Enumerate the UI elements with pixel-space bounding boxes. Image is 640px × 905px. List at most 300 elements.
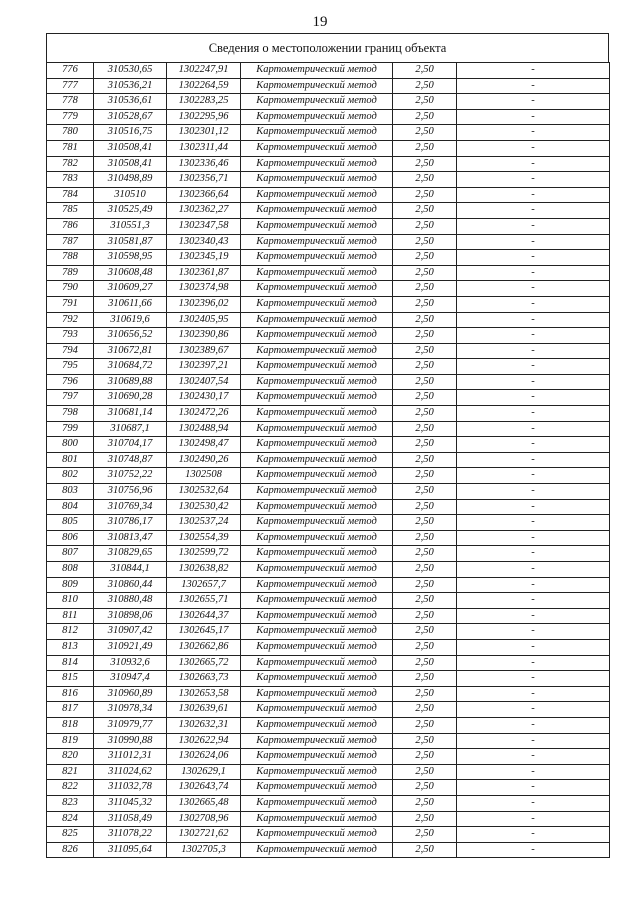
table-row — [47, 296, 610, 312]
point-number-cell: 812 — [47, 624, 94, 640]
accuracy-cell: 2,50 — [393, 811, 457, 827]
x-coordinate-cell: 310990,88 — [94, 733, 167, 749]
method-cell: Картометрический метод — [241, 109, 393, 125]
accuracy-cell: 2,50 — [393, 468, 457, 484]
x-coordinate-cell: 310516,75 — [94, 125, 167, 141]
point-number-cell: 808 — [47, 562, 94, 578]
method-cell: Картометрический метод — [241, 702, 393, 718]
method-cell: Картометрический метод — [241, 63, 393, 79]
method-cell: Картометрический метод — [241, 234, 393, 250]
accuracy-cell: 2,50 — [393, 702, 457, 718]
table-row — [47, 546, 610, 562]
method-cell: Картометрический метод — [241, 499, 393, 515]
accuracy-cell: 2,50 — [393, 281, 457, 297]
description-cell: - — [457, 343, 610, 359]
y-coordinate-cell: 1302366,64 — [167, 187, 241, 203]
point-number-cell: 802 — [47, 468, 94, 484]
point-number-cell: 810 — [47, 593, 94, 609]
accuracy-cell: 2,50 — [393, 374, 457, 390]
x-coordinate-cell: 310786,17 — [94, 515, 167, 531]
table-row — [47, 452, 610, 468]
table-row — [47, 94, 610, 110]
accuracy-cell: 2,50 — [393, 624, 457, 640]
table-row — [47, 811, 610, 827]
y-coordinate-cell: 1302356,71 — [167, 172, 241, 188]
accuracy-cell: 2,50 — [393, 406, 457, 422]
point-number-cell: 791 — [47, 296, 94, 312]
point-number-cell: 820 — [47, 749, 94, 765]
point-number-cell: 814 — [47, 655, 94, 671]
point-number-cell: 793 — [47, 328, 94, 344]
accuracy-cell: 2,50 — [393, 608, 457, 624]
table-row — [47, 125, 610, 141]
point-number-cell: 786 — [47, 218, 94, 234]
x-coordinate-cell: 310907,42 — [94, 624, 167, 640]
method-cell: Картометрический метод — [241, 218, 393, 234]
accuracy-cell: 2,50 — [393, 78, 457, 94]
x-coordinate-cell: 311045,32 — [94, 795, 167, 811]
y-coordinate-cell: 1302340,43 — [167, 234, 241, 250]
y-coordinate-cell: 1302532,64 — [167, 484, 241, 500]
accuracy-cell: 2,50 — [393, 764, 457, 780]
x-coordinate-cell: 310932,6 — [94, 655, 167, 671]
point-number-cell: 804 — [47, 499, 94, 515]
point-number-cell: 787 — [47, 234, 94, 250]
description-cell: - — [457, 764, 610, 780]
accuracy-cell: 2,50 — [393, 562, 457, 578]
point-number-cell: 784 — [47, 187, 94, 203]
table-row — [47, 437, 610, 453]
description-cell: - — [457, 140, 610, 156]
y-coordinate-cell: 1302645,17 — [167, 624, 241, 640]
description-cell: - — [457, 452, 610, 468]
point-number-cell: 789 — [47, 265, 94, 281]
method-cell: Картометрический метод — [241, 468, 393, 484]
table-row — [47, 686, 610, 702]
y-coordinate-cell: 1302629,1 — [167, 764, 241, 780]
method-cell: Картометрический метод — [241, 125, 393, 141]
method-cell: Картометрический метод — [241, 639, 393, 655]
description-cell: - — [457, 717, 610, 733]
x-coordinate-cell: 310690,28 — [94, 390, 167, 406]
x-coordinate-cell: 310860,44 — [94, 577, 167, 593]
accuracy-cell: 2,50 — [393, 484, 457, 500]
method-cell: Картометрический метод — [241, 546, 393, 562]
method-cell: Картометрический метод — [241, 811, 393, 827]
x-coordinate-cell: 310656,52 — [94, 328, 167, 344]
point-number-cell: 778 — [47, 94, 94, 110]
method-cell: Картометрический метод — [241, 406, 393, 422]
accuracy-cell: 2,50 — [393, 109, 457, 125]
accuracy-cell: 2,50 — [393, 328, 457, 344]
point-number-cell: 819 — [47, 733, 94, 749]
x-coordinate-cell: 311012,31 — [94, 749, 167, 765]
table-row — [47, 187, 610, 203]
accuracy-cell: 2,50 — [393, 250, 457, 266]
description-cell: - — [457, 639, 610, 655]
table-row — [47, 203, 610, 219]
x-coordinate-cell: 311024,62 — [94, 764, 167, 780]
table-row — [47, 281, 610, 297]
description-cell: - — [457, 265, 610, 281]
method-cell: Картометрический метод — [241, 624, 393, 640]
y-coordinate-cell: 1302653,58 — [167, 686, 241, 702]
section-title — [46, 33, 609, 62]
table-row — [47, 374, 610, 390]
point-number-cell: 776 — [47, 63, 94, 79]
point-number-cell: 799 — [47, 421, 94, 437]
table-row — [47, 234, 610, 250]
accuracy-cell: 2,50 — [393, 312, 457, 328]
method-cell: Картометрический метод — [241, 250, 393, 266]
x-coordinate-cell: 310536,61 — [94, 94, 167, 110]
y-coordinate-cell: 1302264,59 — [167, 78, 241, 94]
point-number-cell: 816 — [47, 686, 94, 702]
x-coordinate-cell: 310844,1 — [94, 562, 167, 578]
x-coordinate-cell: 310880,48 — [94, 593, 167, 609]
accuracy-cell: 2,50 — [393, 593, 457, 609]
x-coordinate-cell: 310921,49 — [94, 639, 167, 655]
method-cell: Картометрический метод — [241, 156, 393, 172]
table-row — [47, 671, 610, 687]
description-cell: - — [457, 296, 610, 312]
method-cell: Картометрический метод — [241, 593, 393, 609]
x-coordinate-cell: 310898,06 — [94, 608, 167, 624]
point-number-cell: 807 — [47, 546, 94, 562]
y-coordinate-cell: 1302397,21 — [167, 359, 241, 375]
description-cell: - — [457, 780, 610, 796]
y-coordinate-cell: 1302396,02 — [167, 296, 241, 312]
y-coordinate-cell: 1302638,82 — [167, 562, 241, 578]
y-coordinate-cell: 1302655,71 — [167, 593, 241, 609]
x-coordinate-cell: 310978,34 — [94, 702, 167, 718]
description-cell: - — [457, 530, 610, 546]
table-row — [47, 624, 610, 640]
method-cell: Картометрический метод — [241, 827, 393, 843]
table-row — [47, 359, 610, 375]
point-number-cell: 806 — [47, 530, 94, 546]
description-cell: - — [457, 359, 610, 375]
table-row — [47, 780, 610, 796]
y-coordinate-cell: 1302472,26 — [167, 406, 241, 422]
x-coordinate-cell: 310536,21 — [94, 78, 167, 94]
x-coordinate-cell: 310672,81 — [94, 343, 167, 359]
accuracy-cell: 2,50 — [393, 733, 457, 749]
y-coordinate-cell: 1302624,06 — [167, 749, 241, 765]
y-coordinate-cell: 1302247,91 — [167, 63, 241, 79]
method-cell: Картометрический метод — [241, 484, 393, 500]
point-number-cell: 795 — [47, 359, 94, 375]
description-cell: - — [457, 281, 610, 297]
accuracy-cell: 2,50 — [393, 140, 457, 156]
description-cell: - — [457, 94, 610, 110]
y-coordinate-cell: 1302345,19 — [167, 250, 241, 266]
description-cell: - — [457, 499, 610, 515]
table-row — [47, 655, 610, 671]
x-coordinate-cell: 310769,34 — [94, 499, 167, 515]
description-cell: - — [457, 156, 610, 172]
description-cell: - — [457, 390, 610, 406]
table-row — [47, 577, 610, 593]
table-row — [47, 250, 610, 266]
method-cell: Картометрический метод — [241, 78, 393, 94]
y-coordinate-cell: 1302663,73 — [167, 671, 241, 687]
accuracy-cell: 2,50 — [393, 780, 457, 796]
table-row — [47, 562, 610, 578]
table-body — [47, 63, 610, 858]
point-number-cell: 798 — [47, 406, 94, 422]
point-number-cell: 809 — [47, 577, 94, 593]
y-coordinate-cell: 1302405,95 — [167, 312, 241, 328]
table-row — [47, 140, 610, 156]
accuracy-cell: 2,50 — [393, 827, 457, 843]
y-coordinate-cell: 1302508 — [167, 468, 241, 484]
accuracy-cell: 2,50 — [393, 577, 457, 593]
method-cell: Картометрический метод — [241, 390, 393, 406]
method-cell: Картометрический метод — [241, 328, 393, 344]
method-cell: Картометрический метод — [241, 686, 393, 702]
table-row — [47, 63, 610, 79]
table-row — [47, 390, 610, 406]
description-cell: - — [457, 437, 610, 453]
method-cell: Картометрический метод — [241, 749, 393, 765]
x-coordinate-cell: 310684,72 — [94, 359, 167, 375]
y-coordinate-cell: 1302554,39 — [167, 530, 241, 546]
accuracy-cell: 2,50 — [393, 421, 457, 437]
point-number-cell: 801 — [47, 452, 94, 468]
accuracy-cell: 2,50 — [393, 172, 457, 188]
x-coordinate-cell: 310498,89 — [94, 172, 167, 188]
method-cell: Картометрический метод — [241, 655, 393, 671]
table-row — [47, 218, 610, 234]
description-cell: - — [457, 562, 610, 578]
method-cell: Картометрический метод — [241, 421, 393, 437]
x-coordinate-cell: 310752,22 — [94, 468, 167, 484]
description-cell: - — [457, 421, 610, 437]
y-coordinate-cell: 1302622,94 — [167, 733, 241, 749]
point-number-cell: 818 — [47, 717, 94, 733]
table-row — [47, 312, 610, 328]
y-coordinate-cell: 1302301,12 — [167, 125, 241, 141]
table-row — [47, 172, 610, 188]
x-coordinate-cell: 311078,22 — [94, 827, 167, 843]
y-coordinate-cell: 1302390,86 — [167, 328, 241, 344]
x-coordinate-cell: 310609,27 — [94, 281, 167, 297]
method-cell: Картометрический метод — [241, 671, 393, 687]
x-coordinate-cell: 310528,67 — [94, 109, 167, 125]
description-cell: - — [457, 827, 610, 843]
table-row — [47, 265, 610, 281]
point-number-cell: 811 — [47, 608, 94, 624]
y-coordinate-cell: 1302705,3 — [167, 842, 241, 858]
point-number-cell: 823 — [47, 795, 94, 811]
table-row — [47, 499, 610, 515]
y-coordinate-cell: 1302643,74 — [167, 780, 241, 796]
method-cell: Картометрический метод — [241, 562, 393, 578]
table-row — [47, 421, 610, 437]
description-cell: - — [457, 203, 610, 219]
x-coordinate-cell: 310704,17 — [94, 437, 167, 453]
method-cell: Картометрический метод — [241, 780, 393, 796]
method-cell: Картометрический метод — [241, 343, 393, 359]
accuracy-cell: 2,50 — [393, 749, 457, 765]
x-coordinate-cell: 310510 — [94, 187, 167, 203]
method-cell: Картометрический метод — [241, 374, 393, 390]
y-coordinate-cell: 1302336,46 — [167, 156, 241, 172]
y-coordinate-cell: 1302389,67 — [167, 343, 241, 359]
y-coordinate-cell: 1302599,72 — [167, 546, 241, 562]
y-coordinate-cell: 1302362,27 — [167, 203, 241, 219]
description-cell: - — [457, 671, 610, 687]
method-cell: Картометрический метод — [241, 359, 393, 375]
description-cell: - — [457, 593, 610, 609]
y-coordinate-cell: 1302311,44 — [167, 140, 241, 156]
method-cell: Картометрический метод — [241, 281, 393, 297]
accuracy-cell: 2,50 — [393, 359, 457, 375]
x-coordinate-cell: 310960,89 — [94, 686, 167, 702]
point-number-cell: 813 — [47, 639, 94, 655]
x-coordinate-cell: 310979,77 — [94, 717, 167, 733]
table-row — [47, 109, 610, 125]
description-cell: - — [457, 312, 610, 328]
y-coordinate-cell: 1302430,17 — [167, 390, 241, 406]
point-number-cell: 821 — [47, 764, 94, 780]
accuracy-cell: 2,50 — [393, 187, 457, 203]
point-number-cell: 822 — [47, 780, 94, 796]
table-row — [47, 639, 610, 655]
description-cell: - — [457, 468, 610, 484]
point-number-cell: 780 — [47, 125, 94, 141]
point-number-cell: 817 — [47, 702, 94, 718]
method-cell: Картометрический метод — [241, 577, 393, 593]
y-coordinate-cell: 1302347,58 — [167, 218, 241, 234]
description-cell: - — [457, 172, 610, 188]
description-cell: - — [457, 655, 610, 671]
accuracy-cell: 2,50 — [393, 530, 457, 546]
table-row — [47, 608, 610, 624]
point-number-cell: 777 — [47, 78, 94, 94]
description-cell: - — [457, 125, 610, 141]
method-cell: Картометрический метод — [241, 265, 393, 281]
accuracy-cell: 2,50 — [393, 203, 457, 219]
y-coordinate-cell: 1302721,62 — [167, 827, 241, 843]
description-cell: - — [457, 63, 610, 79]
accuracy-cell: 2,50 — [393, 218, 457, 234]
point-number-cell: 790 — [47, 281, 94, 297]
accuracy-cell: 2,50 — [393, 437, 457, 453]
y-coordinate-cell: 1302295,96 — [167, 109, 241, 125]
method-cell: Картометрический метод — [241, 530, 393, 546]
description-cell: - — [457, 733, 610, 749]
accuracy-cell: 2,50 — [393, 265, 457, 281]
point-number-cell: 805 — [47, 515, 94, 531]
x-coordinate-cell: 310508,41 — [94, 156, 167, 172]
y-coordinate-cell: 1302407,54 — [167, 374, 241, 390]
y-coordinate-cell: 1302530,42 — [167, 499, 241, 515]
description-cell: - — [457, 234, 610, 250]
point-number-cell: 779 — [47, 109, 94, 125]
x-coordinate-cell: 310581,87 — [94, 234, 167, 250]
point-number-cell: 785 — [47, 203, 94, 219]
accuracy-cell: 2,50 — [393, 655, 457, 671]
method-cell: Картометрический метод — [241, 717, 393, 733]
description-cell: - — [457, 187, 610, 203]
point-number-cell: 826 — [47, 842, 94, 858]
table-row — [47, 515, 610, 531]
table-row — [47, 733, 610, 749]
x-coordinate-cell: 310947,4 — [94, 671, 167, 687]
boundary-points-table — [46, 62, 610, 858]
y-coordinate-cell: 1302488,94 — [167, 421, 241, 437]
description-cell: - — [457, 250, 610, 266]
x-coordinate-cell: 310598,95 — [94, 250, 167, 266]
table-row — [47, 827, 610, 843]
x-coordinate-cell: 311032,78 — [94, 780, 167, 796]
table-row — [47, 795, 610, 811]
table-row — [47, 842, 610, 858]
point-number-cell: 783 — [47, 172, 94, 188]
point-number-cell: 781 — [47, 140, 94, 156]
accuracy-cell: 2,50 — [393, 63, 457, 79]
accuracy-cell: 2,50 — [393, 125, 457, 141]
page-number: 19 — [312, 14, 328, 30]
table-row — [47, 468, 610, 484]
description-cell: - — [457, 515, 610, 531]
accuracy-cell: 2,50 — [393, 671, 457, 687]
accuracy-cell: 2,50 — [393, 717, 457, 733]
accuracy-cell: 2,50 — [393, 156, 457, 172]
y-coordinate-cell: 1302361,87 — [167, 265, 241, 281]
table-row — [47, 156, 610, 172]
description-cell: - — [457, 811, 610, 827]
table-row — [47, 530, 610, 546]
method-cell: Картометрический метод — [241, 172, 393, 188]
point-number-cell: 788 — [47, 250, 94, 266]
table-row — [47, 328, 610, 344]
method-cell: Картометрический метод — [241, 296, 393, 312]
description-cell: - — [457, 546, 610, 562]
x-coordinate-cell: 310508,41 — [94, 140, 167, 156]
description-cell: - — [457, 749, 610, 765]
table-row — [47, 406, 610, 422]
method-cell: Картометрический метод — [241, 187, 393, 203]
point-number-cell: 792 — [47, 312, 94, 328]
method-cell: Картометрический метод — [241, 764, 393, 780]
accuracy-cell: 2,50 — [393, 842, 457, 858]
table-row — [47, 484, 610, 500]
description-cell: - — [457, 842, 610, 858]
point-number-cell: 824 — [47, 811, 94, 827]
point-number-cell: 800 — [47, 437, 94, 453]
y-coordinate-cell: 1302632,31 — [167, 717, 241, 733]
accuracy-cell: 2,50 — [393, 795, 457, 811]
x-coordinate-cell: 310530,65 — [94, 63, 167, 79]
y-coordinate-cell: 1302639,61 — [167, 702, 241, 718]
method-cell: Картометрический метод — [241, 140, 393, 156]
method-cell: Картометрический метод — [241, 733, 393, 749]
accuracy-cell: 2,50 — [393, 639, 457, 655]
y-coordinate-cell: 1302498,47 — [167, 437, 241, 453]
table-row — [47, 717, 610, 733]
table-row — [47, 78, 610, 94]
method-cell: Картометрический метод — [241, 437, 393, 453]
description-cell: - — [457, 218, 610, 234]
x-coordinate-cell: 310813,47 — [94, 530, 167, 546]
description-cell: - — [457, 109, 610, 125]
description-cell: - — [457, 624, 610, 640]
point-number-cell: 815 — [47, 671, 94, 687]
x-coordinate-cell: 310681,14 — [94, 406, 167, 422]
